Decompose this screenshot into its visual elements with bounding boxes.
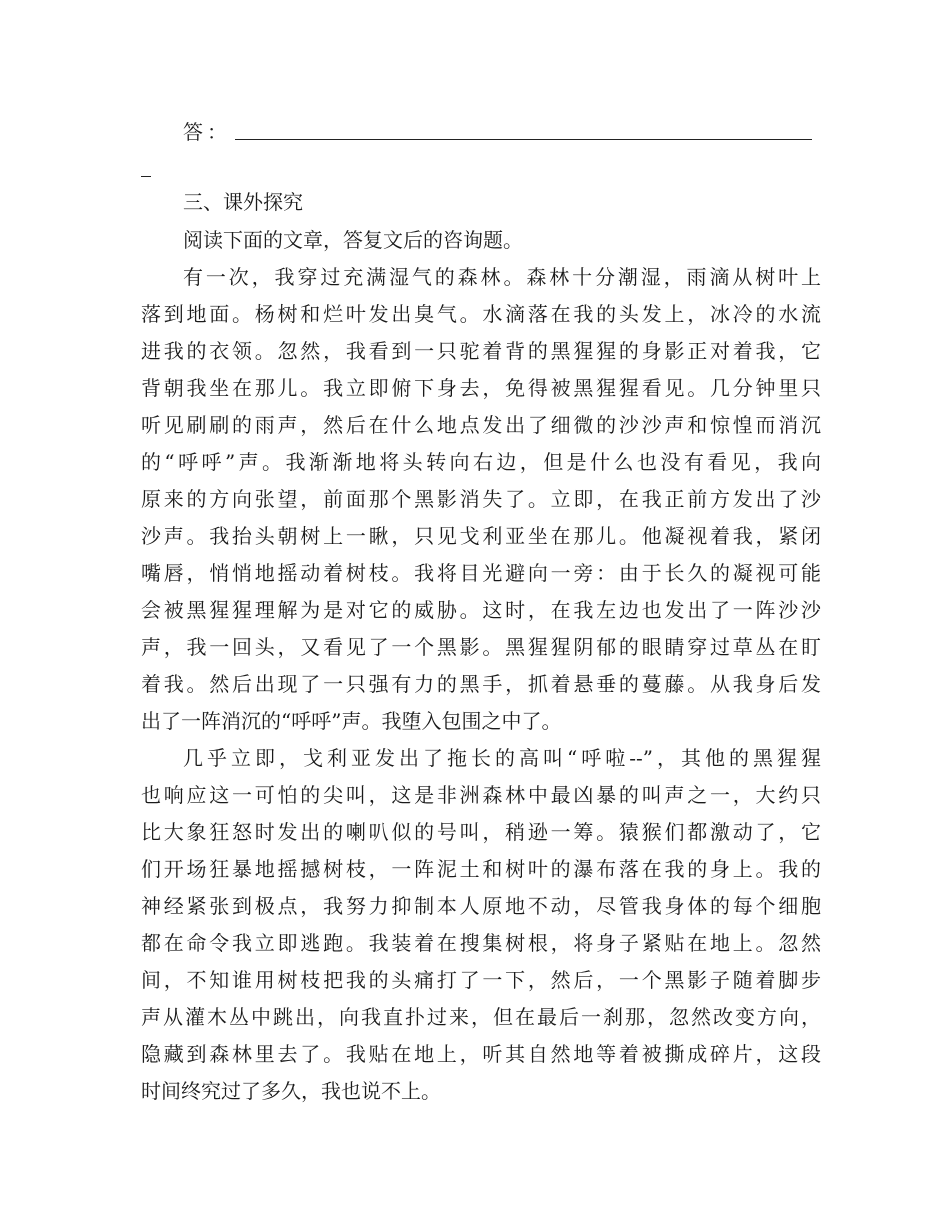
answer-row <box>183 112 813 152</box>
p1-line: 会被黑猩猩理解为是对它的威胁。这时，在我左边也发出了一阵沙沙 <box>141 598 821 622</box>
p1-line: 进我的衣领。忽然，我看到一只驼着背的黑猩猩的身影正对着我，它 <box>141 339 821 363</box>
p2-line: 神经紧张到极点，我努力抑制本人原地不动，尽管我身体的每个细胞 <box>141 894 821 918</box>
p1-line: 嘴唇，悄悄地摇动着树枝。我将目光避向一旁：由于长久的凝视可能 <box>141 561 821 585</box>
p2-line: 比大象狂怒时发出的喇叭似的号叫，稍逊一筹。猿猴们都激动了，它 <box>141 820 821 844</box>
p1-line: 沙声。我抬头朝树上一瞅，只见戈利亚坐在那儿。他凝视着我，紧闭 <box>141 524 821 548</box>
p1-line: 的“呼呼”声。我渐渐地将头转向右边，但是什么也没有看见，我向 <box>141 450 821 474</box>
p1-line: 原来的方向张望，前面那个黑影消失了。立即，在我正前方发出了沙 <box>141 487 821 511</box>
p2-line: 声从灌木丛中跳出，向我直扑过来，但在最后一刹那，忽然改变方向， <box>141 1005 821 1029</box>
p2-line: 几乎立即，戈利亚发出了拖长的高叫“呼啦--”，其他的黑猩猩 <box>183 746 821 770</box>
p2-line: 都在命令我立即逃跑。我装着在搜集树根，将身子紧贴在地上。忽然 <box>141 931 821 955</box>
underline-fragment <box>141 176 151 177</box>
answer-label: 答： <box>183 120 231 144</box>
p1-line: 声，我一回头，又看见了一个黑影。黑猩猩阴郁的眼睛穿过草丛在盯 <box>141 635 821 659</box>
p2-line: 间，不知谁用树枝把我的头痛打了一下，然后，一个黑影子随着脚步 <box>141 968 821 992</box>
section-heading: 三、课外探究 <box>183 190 303 214</box>
answer-blank-line <box>235 139 812 140</box>
p2-line: 也响应这一可怕的尖叫，这是非洲森林中最凶暴的叫声之一，大约只 <box>141 783 821 807</box>
p1-line: 着我。然后出现了一只强有力的黑手，抓着悬垂的蔓藤。从我身后发 <box>141 672 821 696</box>
section-instruction: 阅读下面的文章，答复文后的咨询题。 <box>183 228 523 252</box>
p1-line: 听见刷刷的雨声，然后在什么地点发出了细微的沙沙声和惊惶而消沉 <box>141 413 821 437</box>
p2-line-last: 时间终究过了多久，我也说不上。 <box>141 1079 441 1103</box>
p1-line: 背朝我坐在那儿。我立即俯下身去，免得被黑猩猩看见。几分钟里只 <box>141 376 821 400</box>
p2-line: 隐藏到森林里去了。我贴在地上，听其自然地等着被撕成碎片，这段 <box>141 1042 821 1066</box>
p1-line: 落到地面。杨树和烂叶发出臭气。水滴落在我的头发上，冰冷的水流 <box>141 302 821 326</box>
p1-line: 有一次，我穿过充满湿气的森林。森林十分潮湿，雨滴从树叶上 <box>183 265 821 289</box>
p1-line-last: 出了一阵消沉的“呼呼”声。我堕入包围之中了。 <box>141 709 562 733</box>
p2-line: 们开场狂暴地摇撼树枝，一阵泥土和树叶的瀑布落在我的身上。我的 <box>141 857 821 881</box>
